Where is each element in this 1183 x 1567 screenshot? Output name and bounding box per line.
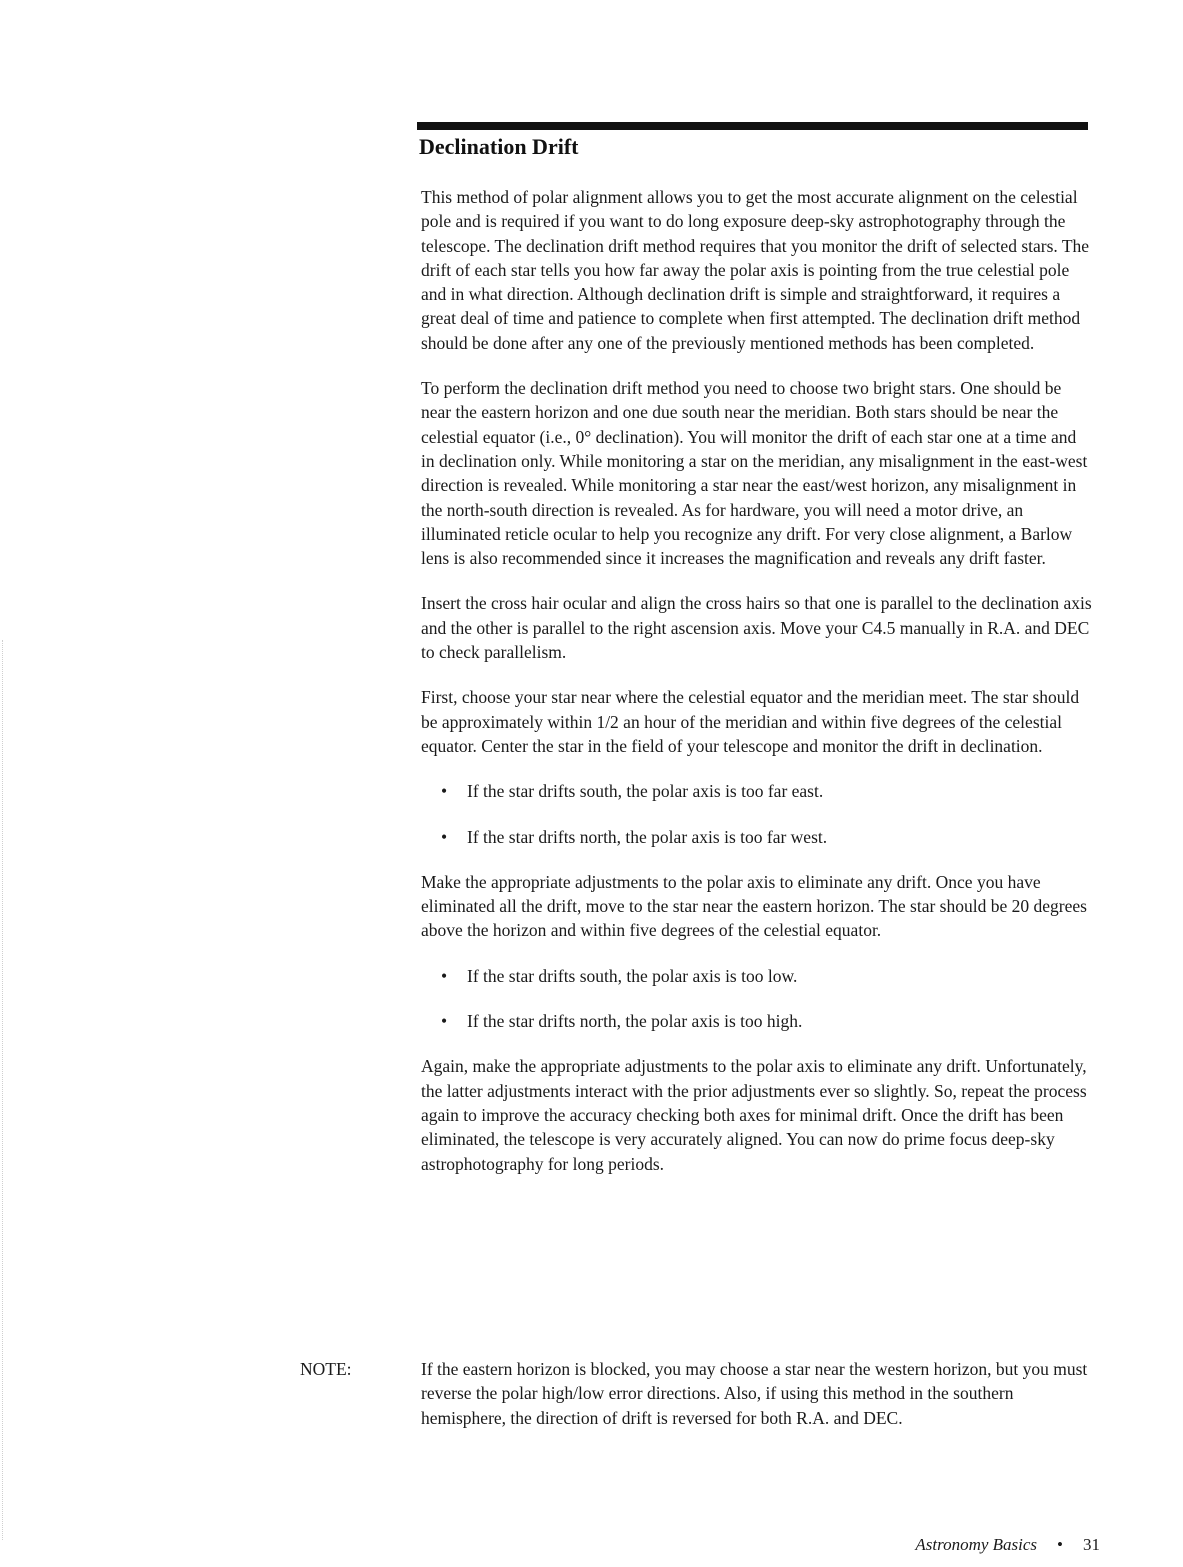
page-number: 31 (1083, 1535, 1100, 1554)
section-body (421, 185, 1093, 1197)
list-item-text: If the star drifts north, the polar axis is too far west. (467, 826, 828, 847)
paragraph-eastern: Make the appropriate adjustments to the polar axis to eliminate any drift. Once you have eliminated all the drift, move to the star near the eastern horizon. The star should be 20 degrees above the horizon and within five degrees of the celestial equator. (421, 871, 1087, 941)
note-label: NOTE: (300, 1359, 352, 1379)
paragraph-meridian: First, choose your star near where the celestial equator and the meridian meet. The star should be approximately within 1/2 an hour of the meridian and within five degrees of the celestial equator. Center the star in the field of your telescope and monitor the drift in declination. (421, 687, 1080, 756)
list-item (421, 779, 1093, 803)
list-item (421, 964, 1093, 988)
paragraph-crosshair: Insert the cross hair ocular and align the cross hairs so that one is parallel to the declination axis and the other is parallel to the right ascension axis. Move your C4.5 manually in R.A. and DEC to check parallelism. (421, 593, 1092, 663)
section-title: Declination Drift (419, 134, 579, 159)
bullet-list-meridian (421, 779, 1093, 849)
scan-edge-marks (2, 640, 7, 1540)
section-rule (417, 122, 1088, 130)
bullet-icon: • (441, 826, 448, 847)
list-item-text: If the star drifts north, the polar axis is too high. (467, 1011, 803, 1032)
list-item (421, 1009, 1093, 1033)
list-item-text: If the star drifts south, the polar axis is too low. (467, 965, 798, 986)
footer-separator: • (1057, 1535, 1063, 1554)
list-item-text: If the star drifts south, the polar axis is too far east. (467, 781, 824, 802)
note-text: If the eastern horizon is blocked, you may choose a star near the western horizon, but you must reverse the polar high/low error directions. Also, if using this method in the southern hemisphere, the direction of drift is reversed for both R.A. and DEC. (421, 1359, 1088, 1428)
bullet-icon: • (441, 781, 448, 802)
bullet-list-eastern (421, 964, 1093, 1034)
paragraph-intro: This method of polar alignment allows you to get the most accurate alignment on the celestial pole and is required if you want to do long exposure deep-sky astrophotography through the telescope. The declination drift method requires that you monitor the drift of selected stars. The drift of each star tells you how far away the polar axis is pointing from the true celestial pole and in what direction. Although declination drift is simple and straightforward, it requires a great deal of time and patience to complete when first attempted. The declination drift method should be done after any one of the previously mentioned methods has been completed. (421, 187, 1090, 353)
paragraph-stars: To perform the declination drift method you need to choose two bright stars. One should be near the eastern horizon and one due south near the meridian. Both stars should be near the celestial equator (i.e., 0° declination). You will monitor the drift of each star one at a time and in declination only. While monitoring a star on the meridian, any misalignment in the east-west direction is revealed. While monitoring a star near the east/west horizon, any misalignment in the north-south direction is revealed. As for hardware, you will need a motor drive, an illuminated reticle ocular to help you recognize any drift. For very close alignment, a Barlow lens is also recommended since it increases the magnification and reveals any drift faster. (421, 378, 1088, 569)
page-footer (915, 1534, 1100, 1556)
paragraph-final: Again, make the appropriate adjustments to the polar axis to eliminate any drift. Unfortunately, the latter adjustments interact with the prior adjustments ever so slightly. So, repeat the process again to improve the accuracy checking both axes for minimal drift. Once the drift has been eliminated, the telescope is very accurately aligned. You can now do prime focus deep-sky astrophotography for long periods. (421, 1056, 1087, 1174)
bullet-icon: • (441, 965, 448, 986)
list-item (421, 825, 1093, 849)
bullet-icon: • (441, 1011, 448, 1032)
footer-book-title: Astronomy Basics (915, 1535, 1038, 1554)
